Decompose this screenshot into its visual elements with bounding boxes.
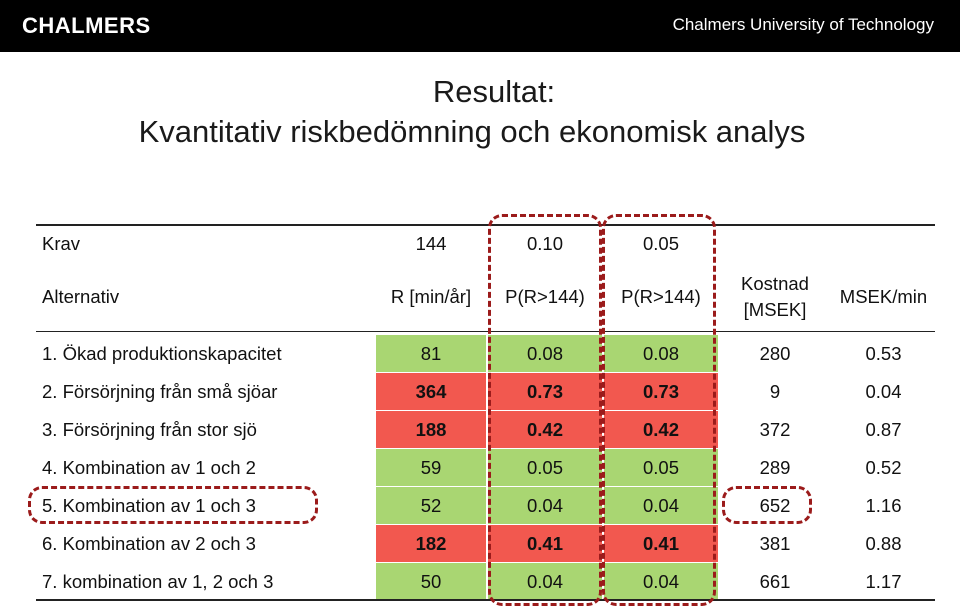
row-p1-value: 0.04 xyxy=(488,563,602,600)
row-kostnad: 289 xyxy=(759,456,791,478)
table-row xyxy=(36,335,935,372)
row-msek-min: 0.52 xyxy=(865,456,902,478)
header-kostnad-line1: Kostnad xyxy=(741,273,809,294)
row-p2-value: 0.05 xyxy=(604,449,718,486)
krav-p2: 0.05 xyxy=(642,233,679,254)
row-r-value: 81 xyxy=(376,335,486,372)
row-kostnad: 652 xyxy=(759,494,791,516)
table-row xyxy=(36,373,935,410)
row-msek-min: 1.17 xyxy=(865,570,902,592)
row-p1-value: 0.05 xyxy=(488,449,602,486)
table-row xyxy=(36,411,935,448)
row-label: 3. Försörjning från stor sjö xyxy=(42,418,257,440)
row-r-value: 182 xyxy=(376,525,486,562)
chalmers-logo: CHALMERS xyxy=(22,13,151,38)
table-row xyxy=(36,563,935,600)
header-r: R [min/år] xyxy=(390,286,472,307)
row-p1-value: 0.04 xyxy=(488,487,602,524)
krav-p1: 0.10 xyxy=(526,233,563,254)
row-p2-value: 0.04 xyxy=(604,563,718,600)
row-p1-value: 0.08 xyxy=(488,335,602,372)
header-msek-min: MSEK/min xyxy=(839,286,928,307)
row-kostnad: 280 xyxy=(759,342,791,364)
row-label: 1. Ökad produktionskapacitet xyxy=(42,342,282,364)
highlight-row5-kostnad xyxy=(722,486,812,524)
highlight-row5-label xyxy=(28,486,318,524)
slide-title: Resultat: xyxy=(432,74,556,109)
row-r-value: 52 xyxy=(376,487,486,524)
row-p1-value: 0.73 xyxy=(488,373,602,410)
university-name: Chalmers University of Technology xyxy=(672,15,934,34)
highlight-p2-column xyxy=(602,214,716,606)
header-alternativ: Alternativ xyxy=(42,286,120,307)
header-kostnad-line2: [MSEK] xyxy=(743,299,807,320)
row-kostnad: 9 xyxy=(769,380,781,402)
row-p2-value: 0.73 xyxy=(604,373,718,410)
krav-label: Krav xyxy=(42,233,81,254)
row-p1-value: 0.42 xyxy=(488,411,602,448)
header-p2: P(R>144) xyxy=(621,286,701,307)
krav-r: 144 xyxy=(415,233,447,254)
row-p2-value: 0.04 xyxy=(604,487,718,524)
table-row xyxy=(36,525,935,562)
row-msek-min: 1.16 xyxy=(865,494,902,516)
row-r-value: 59 xyxy=(376,449,486,486)
table-bottom-rule xyxy=(36,599,935,601)
header-rule xyxy=(36,331,935,332)
header-row xyxy=(36,264,935,330)
highlight-p1-column xyxy=(488,214,602,606)
slide-subtitle: Kvantitativ riskbedömning och ekonomisk analys xyxy=(138,114,806,149)
row-p2-value: 0.08 xyxy=(604,335,718,372)
row-kostnad: 661 xyxy=(759,570,791,592)
row-label: 2. Försörjning från små sjöar xyxy=(42,380,278,402)
row-msek-min: 0.04 xyxy=(865,380,902,402)
row-msek-min: 0.53 xyxy=(865,342,902,364)
row-r-value: 188 xyxy=(376,411,486,448)
row-msek-min: 0.87 xyxy=(865,418,902,440)
row-p2-value: 0.41 xyxy=(604,525,718,562)
row-label: 6. Kombination av 2 och 3 xyxy=(42,532,256,554)
header-kostnad xyxy=(720,264,830,330)
row-label: 4. Kombination av 1 och 2 xyxy=(42,456,256,478)
row-r-value: 364 xyxy=(376,373,486,410)
header-p1: P(R>144) xyxy=(505,286,585,307)
table-row xyxy=(36,449,935,486)
krav-row xyxy=(36,226,935,262)
row-label: 7. kombination av 1, 2 och 3 xyxy=(42,570,274,592)
top-bar xyxy=(0,0,960,52)
row-label: 5. Kombination av 1 och 3 xyxy=(42,494,256,516)
row-p1-value: 0.41 xyxy=(488,525,602,562)
row-kostnad: 381 xyxy=(759,532,791,554)
row-r-value: 50 xyxy=(376,563,486,600)
row-msek-min: 0.88 xyxy=(865,532,902,554)
row-kostnad: 372 xyxy=(759,418,791,440)
row-p2-value: 0.42 xyxy=(604,411,718,448)
